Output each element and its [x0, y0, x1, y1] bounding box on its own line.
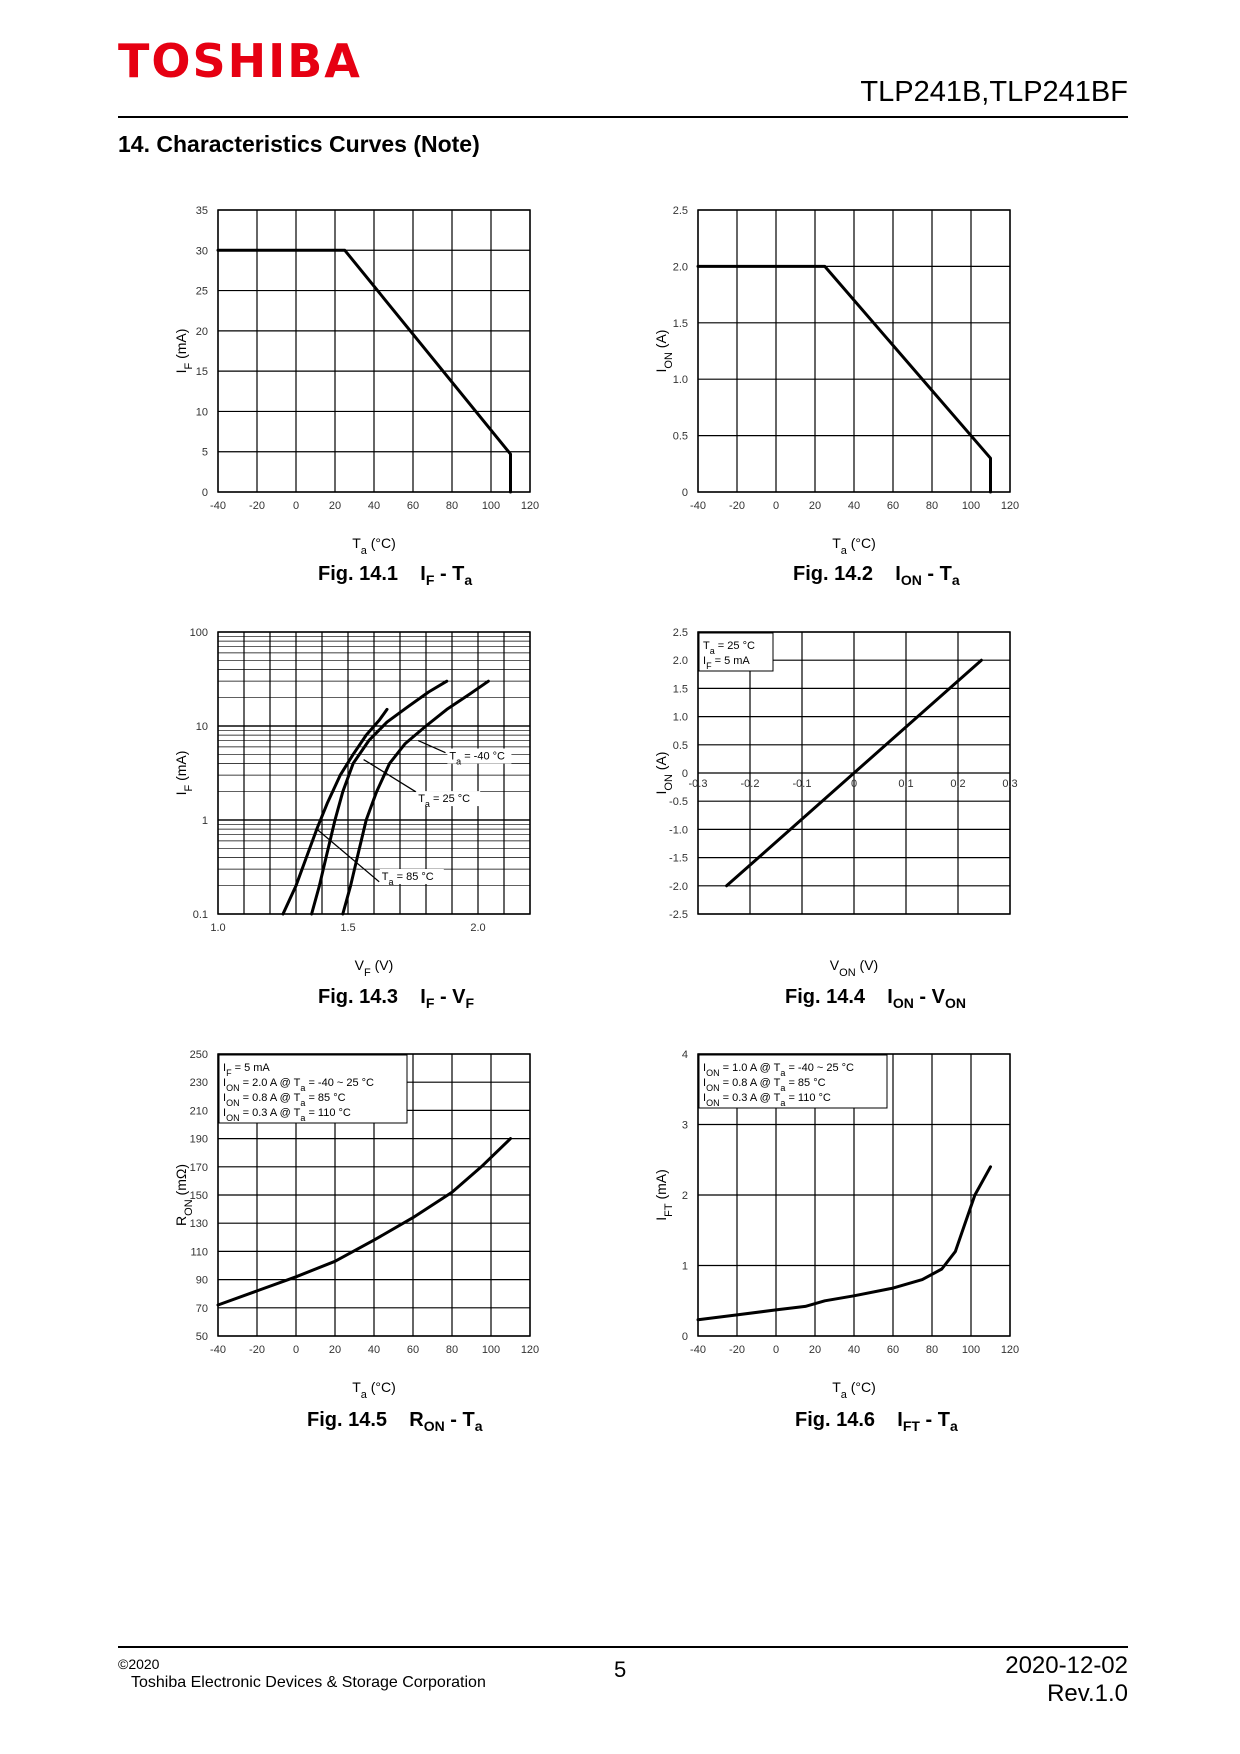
caption-sub: ON [900, 572, 922, 588]
y-tick-label: 110 [190, 1246, 208, 1259]
x-tick-label: -0.1 [792, 778, 812, 790]
y-tick-label: 4 [681, 1049, 688, 1061]
x-tick-label: 0 [292, 500, 300, 512]
chart-fig-14-2 [630, 200, 1050, 560]
x-axis-label: $V_{ON}$ (V) [829, 957, 879, 979]
caption-tail-sub: a [474, 1418, 483, 1434]
footer-page-number: 5 [614, 1657, 627, 1682]
x-tick-label: 2.0 [470, 922, 486, 934]
y-tick-label: 1.0 [672, 374, 688, 387]
x-tick-label: 120 [520, 500, 540, 512]
x-tick-label: 0 [772, 1344, 780, 1356]
y-tick-label: 1 [201, 815, 208, 827]
section-title: 14. Characteristics Curves (Note) [118, 131, 480, 157]
x-tick-label: 60 [406, 500, 420, 512]
x-tick-label: -40 [210, 500, 226, 512]
caption-sub: F [425, 572, 435, 588]
y-tick-label: 0 [681, 768, 688, 780]
y-tick-label: 2.5 [672, 627, 688, 639]
x-tick-label: 0.2 [950, 778, 966, 790]
caption-main: R [409, 1409, 424, 1431]
y-tick-label: 190 [189, 1133, 208, 1146]
legend-entry: $I_{ON} = 0.3$ A @ $T_a = 110$ °C [703, 1092, 831, 1108]
x-tick-label: 120 [1000, 1344, 1020, 1356]
y-tick-label: -2.5 [669, 909, 688, 921]
x-tick-label: 1.5 [340, 922, 356, 934]
x-tick-label: -20 [729, 500, 745, 512]
x-axis-label: $T_a$ (°C) [832, 535, 876, 557]
x-tick-label: 40 [847, 1344, 861, 1356]
y-tick-label: 2.0 [672, 655, 688, 668]
caption-fig-14-6 [795, 1410, 958, 1433]
caption-fig-14-4 [785, 987, 966, 1010]
y-tick-label: 2 [681, 1190, 688, 1202]
x-tick-label: -40 [210, 1344, 226, 1356]
y-axis-label: $I_{FT}$ (mA) [653, 1169, 675, 1221]
y-tick-label: 230 [189, 1077, 208, 1090]
header-rule [118, 116, 1128, 118]
caption-tail-sub: a [464, 572, 473, 588]
legend-entry: $I_{ON} = 2.0$ A @ $T_a = -40$ ~ 25 °C [223, 1077, 374, 1093]
y-tick-label: -1.5 [669, 852, 688, 865]
x-tick-label: 0 [850, 778, 858, 790]
chart-fig-14-3 [150, 622, 570, 982]
x-tick-label: -0.3 [688, 778, 708, 790]
y-axis-label: $I_{ON}$ (A) [653, 751, 675, 795]
y-tick-label: 35 [195, 205, 208, 217]
caption-tail: - V [913, 986, 945, 1008]
x-tick-label: 0 [772, 500, 780, 512]
annotation-label: $T_a = 85$ °C [381, 870, 434, 887]
legend-entry: $I_{ON} = 0.8$ A @ $T_a = 85$ °C [223, 1092, 346, 1108]
y-tick-label: 0.1 [192, 909, 208, 921]
y-tick-label: 130 [189, 1218, 208, 1231]
y-tick-label: 5 [201, 446, 208, 459]
footer-date: 2020-12-02 [1005, 1652, 1128, 1679]
chart-fig-14-3-svg [150, 622, 570, 982]
grid [218, 210, 530, 492]
y-tick-label: -2.0 [669, 880, 688, 893]
caption-sub: ON [423, 1418, 445, 1434]
chart-fig-14-5-svg [150, 1044, 570, 1404]
x-tick-label: -20 [249, 1344, 265, 1356]
x-tick-label: 60 [886, 500, 900, 512]
chart-fig-14-1 [150, 200, 570, 560]
caption-main: I [897, 1409, 903, 1431]
y-axis-label: $I_F$ (mA) [173, 750, 195, 796]
annotation-label: $T_a = 25$ °C [418, 793, 471, 810]
footer-rule [118, 1646, 1128, 1648]
chart-fig-14-5 [150, 1044, 570, 1404]
series-line-0 [698, 1167, 991, 1320]
x-axis-label: $V_F$ (V) [354, 957, 394, 979]
x-tick-label: 0 [292, 1344, 300, 1356]
caption-number: Fig. 14.4 [785, 986, 866, 1008]
y-axis-label: $I_F$ (mA) [173, 328, 195, 374]
caption-main: I [887, 986, 893, 1008]
legend-entry: $I_F = 5$ mA [703, 655, 750, 671]
x-tick-label: 60 [406, 1344, 420, 1356]
x-tick-label: 100 [481, 500, 501, 512]
x-tick-label: 0.1 [898, 778, 914, 790]
x-tick-label: 0.3 [1002, 778, 1018, 790]
x-tick-label: 80 [445, 1344, 459, 1356]
x-axis-label: $T_a$ (°C) [832, 1379, 876, 1401]
y-tick-label: 210 [189, 1105, 208, 1118]
y-tick-label: 2.5 [672, 205, 688, 217]
y-tick-label: -0.5 [669, 796, 688, 809]
x-axis-label: $T_a$ (°C) [352, 1379, 396, 1401]
y-tick-label: 1.0 [672, 711, 688, 724]
caption-number: Fig. 14.2 [793, 563, 874, 585]
y-tick-label: 1.5 [672, 317, 688, 330]
y-tick-label: 10 [195, 406, 208, 419]
caption-sub: FT [902, 1418, 920, 1434]
caption-fig-14-2 [793, 564, 960, 587]
x-tick-label: 120 [520, 1344, 540, 1356]
part-number: TLP241B,TLP241BF [860, 76, 1128, 108]
toshiba-logo: TOSHIBA [118, 34, 362, 88]
x-tick-label: 80 [925, 1344, 939, 1356]
caption-tail: - T [921, 563, 952, 585]
y-tick-label: 100 [189, 627, 208, 639]
y-tick-label: 1 [681, 1260, 688, 1273]
x-tick-label: 100 [961, 1344, 981, 1356]
y-tick-label: 15 [195, 366, 208, 379]
y-tick-label: 0 [681, 487, 688, 499]
annotation-label: $T_a = -40$ °C [449, 750, 505, 767]
caption-tail-sub: ON [944, 995, 966, 1011]
caption-sub: F [425, 995, 435, 1011]
y-tick-label: 150 [189, 1190, 208, 1202]
chart-fig-14-6-svg [630, 1044, 1050, 1404]
y-tick-label: 50 [195, 1331, 208, 1343]
x-tick-label: 40 [847, 500, 861, 512]
y-tick-label: 20 [195, 325, 208, 338]
caption-sub: ON [892, 995, 914, 1011]
x-tick-label: 1.0 [210, 922, 226, 934]
legend-entry: $I_{ON} = 0.3$ A @ $T_a = 110$ °C [223, 1107, 351, 1123]
legend-entry: $I_{ON} = 0.8$ A @ $T_a = 85$ °C [703, 1077, 826, 1093]
x-tick-label: -40 [690, 500, 706, 512]
y-tick-label: 10 [195, 721, 208, 733]
y-tick-label: -1.0 [669, 824, 688, 837]
legend-entry: $I_F = 5$ mA [223, 1062, 270, 1078]
caption-tail-sub: F [465, 995, 475, 1011]
x-tick-label: -40 [690, 1344, 706, 1356]
x-tick-label: 60 [886, 1344, 900, 1356]
caption-number: Fig. 14.3 [318, 986, 399, 1008]
x-tick-label: 20 [328, 500, 342, 512]
caption-tail: - T [434, 563, 465, 585]
caption-tail: - T [444, 1409, 475, 1431]
y-tick-label: 0 [201, 487, 208, 499]
x-tick-label: -20 [729, 1344, 745, 1356]
caption-number: Fig. 14.5 [307, 1409, 388, 1431]
y-tick-label: 250 [189, 1049, 208, 1061]
y-tick-label: 30 [195, 245, 208, 258]
x-tick-label: 20 [808, 500, 822, 512]
caption-main: I [420, 986, 426, 1008]
x-tick-label: 120 [1000, 500, 1020, 512]
caption-number: Fig. 14.1 [318, 563, 399, 585]
x-tick-label: 80 [925, 500, 939, 512]
y-axis-label: $I_{ON}$ (A) [653, 329, 675, 373]
grid [698, 210, 1010, 492]
x-tick-label: 20 [328, 1344, 342, 1356]
legend-entry: $T_a = 25$ °C [703, 640, 755, 656]
caption-tail-sub: a [951, 572, 960, 588]
x-tick-label: 20 [808, 1344, 822, 1356]
y-tick-label: 1.5 [672, 683, 688, 696]
caption-fig-14-3 [318, 987, 474, 1010]
legend-entry: $I_{ON} = 1.0$ A @ $T_a = -40$ ~ 25 °C [703, 1062, 854, 1078]
x-tick-label: 40 [367, 500, 381, 512]
caption-tail: - T [919, 1409, 950, 1431]
x-tick-label: 80 [445, 500, 459, 512]
chart-fig-14-4-svg [630, 622, 1050, 982]
y-tick-label: 170 [189, 1161, 208, 1174]
chart-fig-14-4 [630, 622, 1050, 982]
footer-revision: Rev.1.0 [1047, 1680, 1128, 1707]
footer-copyright: ©2020 [118, 1656, 160, 1672]
y-tick-label: 0.5 [672, 739, 688, 752]
y-tick-label: 70 [195, 1302, 208, 1315]
y-tick-label: 0 [681, 1331, 688, 1343]
x-tick-label: -0.2 [740, 778, 760, 790]
caption-main: I [420, 563, 426, 585]
y-tick-label: 25 [195, 285, 208, 298]
y-tick-label: 2.0 [672, 261, 688, 274]
x-tick-label: 100 [481, 1344, 501, 1356]
caption-fig-14-5 [307, 1410, 483, 1433]
caption-main: I [895, 563, 901, 585]
y-axis-label: $R_{ON}$ (mΩ) [173, 1164, 195, 1226]
x-tick-label: 40 [367, 1344, 381, 1356]
x-axis-label: $T_a$ (°C) [352, 535, 396, 557]
chart-fig-14-1-svg [150, 200, 570, 560]
chart-fig-14-2-svg [630, 200, 1050, 560]
grid [218, 632, 530, 914]
y-tick-label: 90 [195, 1274, 208, 1287]
y-tick-label: 0.5 [672, 430, 688, 443]
caption-number: Fig. 14.6 [795, 1409, 876, 1431]
caption-fig-14-1 [318, 564, 472, 587]
caption-tail: - V [434, 986, 466, 1008]
caption-tail-sub: a [949, 1418, 958, 1434]
chart-fig-14-6 [630, 1044, 1050, 1404]
x-tick-label: -20 [249, 500, 265, 512]
footer-company: Toshiba Electronic Devices & Storage Corporation [131, 1674, 486, 1691]
y-tick-label: 3 [681, 1119, 688, 1132]
x-tick-label: 100 [961, 500, 981, 512]
